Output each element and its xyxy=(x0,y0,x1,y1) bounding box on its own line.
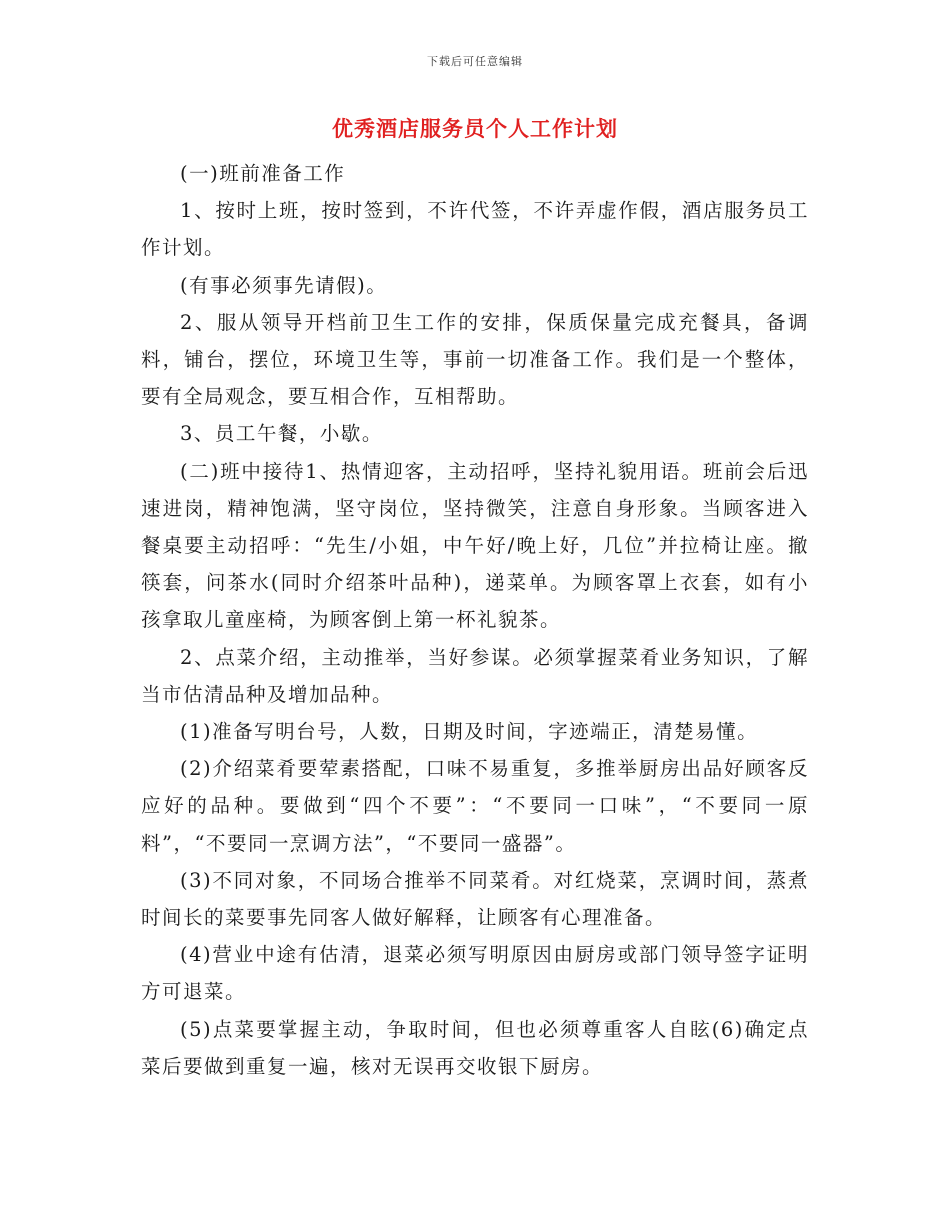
paragraph: (2)介绍菜肴要荤素搭配，口味不易重复，多推举厨房出品好顾客反应好的品种。要做到“四个不要”：“不要同一口味”，“不要同一原料”，“不要同一烹调方法”，“不要同一盛器”。 xyxy=(141,757,809,855)
paragraph: 2、点菜介绍，主动推举，当好参谋。必须掌握菜肴业务知识，了解当市估清品种及增加品种。 xyxy=(141,645,809,706)
document-title: 优秀酒店服务员个人工作计划 xyxy=(332,116,618,141)
header-note: 下载后可任意编辑 xyxy=(427,55,523,68)
paragraph: 1、按时上班，按时签到，不许代签，不许弄虚作假，酒店服务员工作计划。 xyxy=(141,199,809,260)
section-heading-pre-shift: (一)班前准备工作 xyxy=(180,162,346,185)
paragraph: (3)不同对象，不同场合推举不同菜肴。对红烧菜，烹调时间，蒸煮时间长的菜要事先同客人做好解释，让顾客有心理准备。 xyxy=(141,868,809,930)
document-body xyxy=(141,155,809,1085)
paragraph: (二)班中接待1、热情迎客，主动招呼，坚持礼貌用语。班前会后迅速进岗，精神饱满，坚守岗位，坚持微笑，注意自身形象。当顾客进入餐桌要主动招呼：“先生/小姐，中午好/晚上好，几位”并拉椅让座。撤筷套，问茶水(同时介绍茶叶品种)，递菜单。为顾客罩上衣套，如有小孩拿取儿童座椅，为顾客倒上第一杯礼貌茶。 xyxy=(141,459,809,632)
paragraph: (4)营业中途有估清，退菜必须写明原因由厨房或部门领导签字证明方可退菜。 xyxy=(141,943,809,1004)
paragraph: 2、服从领导开档前卫生工作的安排，保质保量完成充餐具，备调料，铺台，摆位，环境卫生等，事前一切准备工作。我们是一个整体，要有全局观念，要互相合作，互相帮助。 xyxy=(141,310,809,409)
paragraph: (1)准备写明台号，人数，日期及时间，字迹端正，清楚易懂。 xyxy=(180,720,759,744)
paragraph: (有事必须事先请假)。 xyxy=(180,273,388,297)
paragraph: 3、员工午餐，小歇。 xyxy=(180,422,383,446)
paragraph: (5)点菜要掌握主动，争取时间，但也必须尊重客人自眩(6)确定点菜后要做到重复一遍，核对无误再交收银下厨房。 xyxy=(141,1017,809,1078)
